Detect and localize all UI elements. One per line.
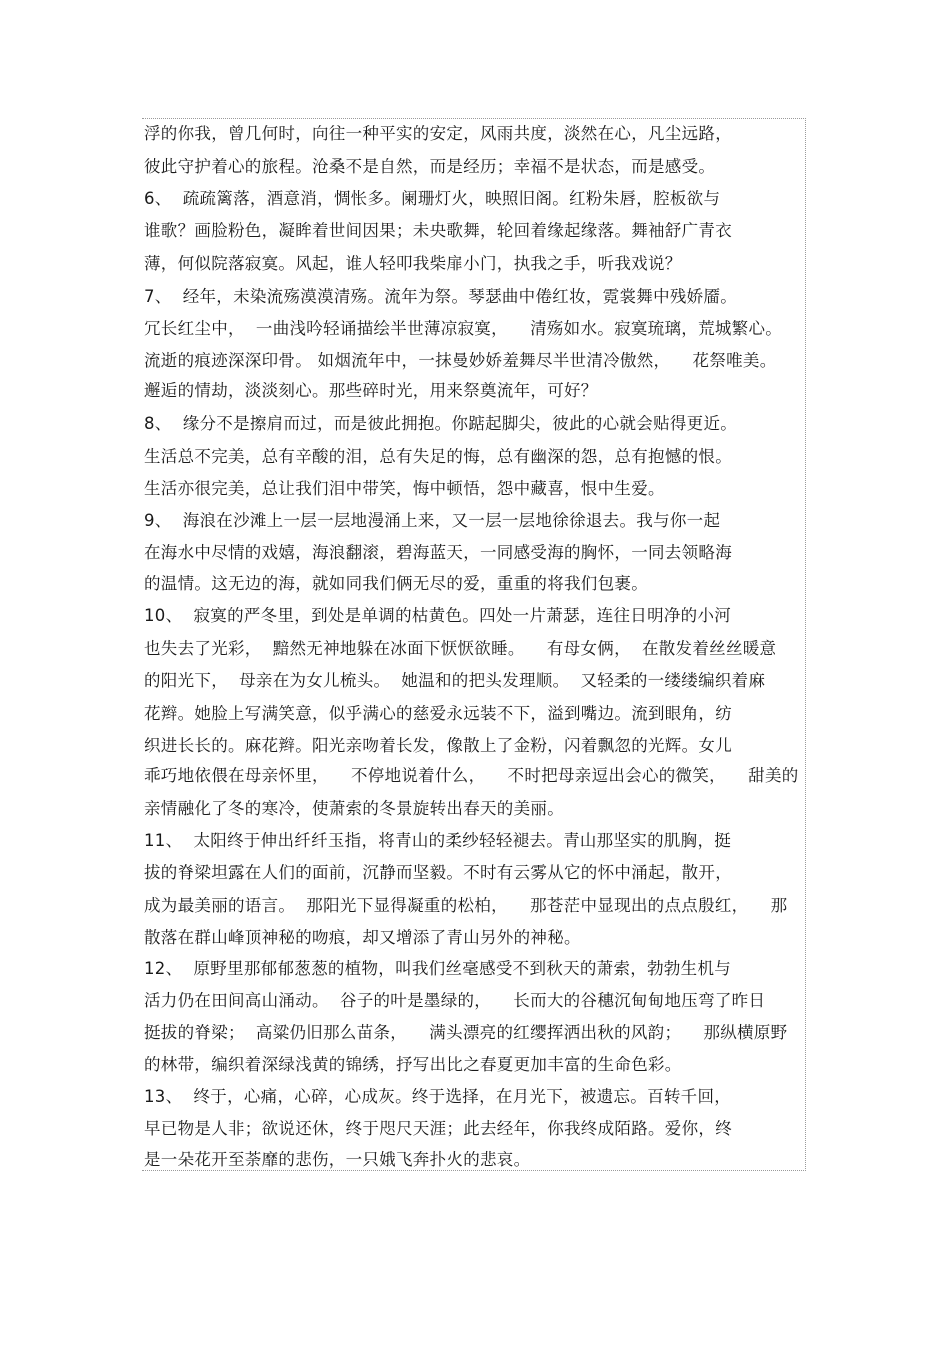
text-line: 生活亦很完美，总让我们泪中带笑，悔中顿悟，怨中藏喜，恨中生爱。 bbox=[144, 479, 665, 498]
text-line: 9、 海浪在沙滩上一层一层地漫涌上来，又一层一层地徐徐退去。我与你一起 bbox=[144, 511, 721, 530]
text-line: 也失去了光彩， 黯然无神地躲在冰面下恹恹欲睡。 有母女俩， 在散发着丝丝暖意 bbox=[144, 639, 777, 658]
text-line: 流逝的痕迹深深印骨。 如烟流年中，一抹曼妙娇羞舞尽半世清冷傲然， 花祭唯美。 bbox=[144, 351, 777, 370]
text-line: 7、 经年，未染流殇漠漠清殇。流年为祭。琴瑟曲中倦红妆，霓裳舞中残娇靥。 bbox=[144, 287, 738, 306]
text-line: 6、 疏疏篱落，酒意消，惆怅多。阑珊灯火，映照旧阁。红粉朱唇，腔板欲与 bbox=[144, 189, 721, 208]
text-line: 的林带，编织着深绿浅黄的锦绣，抒写出比之春夏更加丰富的生命色彩。 bbox=[144, 1055, 682, 1074]
text-line: 8、 缘分不是擦肩而过，而是彼此拥抱。你踮起脚尖，彼此的心就会贴得更近。 bbox=[144, 414, 738, 433]
text-line: 早已物是人非；欲说还休，终于咫尺天涯；此去经年，你我终成陌路。爱你，终 bbox=[144, 1119, 732, 1138]
text-line: 邂逅的情劫，淡淡刻心。那些碎时光，用来祭奠流年，可好？ bbox=[144, 381, 598, 400]
text-line: 冗长红尘中， 一曲浅吟轻诵描绘半世薄凉寂寞， 清殇如水。寂寞琉璃，荒城繁心。 bbox=[144, 319, 783, 338]
text-line: 生活总不完美，总有辛酸的泪，总有失足的悔，总有幽深的怨，总有抱憾的恨。 bbox=[144, 447, 732, 466]
text-line: 是一朵花开至荼靡的悲伤，一只娥飞奔扑火的悲哀。 bbox=[144, 1150, 531, 1169]
text-line: 活力仍在田间高山涌动。 谷子的叶是墨绿的， 长而大的谷穗沉甸甸地压弯了昨日 bbox=[144, 991, 766, 1010]
text-line: 的阳光下， 母亲在为女儿梳头。 她温和的把头发理顺。 又轻柔的一缕缕编织着麻 bbox=[144, 671, 766, 690]
text-line: 花辫。她脸上写满笑意，似乎满心的慈爱永远装不下，溢到嘴边。流到眼角，纺 bbox=[144, 704, 732, 723]
text-line: 浮的你我，曾几何时，向往一种平实的安定，风雨共度，淡然在心，凡尘远路， bbox=[144, 124, 732, 143]
text-line: 散落在群山峰顶神秘的吻痕，却又增添了青山另外的神秘。 bbox=[144, 928, 581, 947]
text-line: 挺拔的脊梁； 高粱仍旧那么苗条， 满头漂亮的红缨挥洒出秋的风韵； 那纵横原野 bbox=[144, 1023, 788, 1042]
text-line: 11、 太阳终于伸出纤纤玉指，将青山的柔纱轻轻褪去。青山那坚实的肌胸，挺 bbox=[144, 831, 732, 850]
text-line: 织进长长的。麻花辫。阳光亲吻着长发，像散上了金粉，闪着飘忽的光辉。女儿 bbox=[144, 736, 732, 755]
text-line: 薄，何似院落寂寞。风起，谁人轻叩我柴扉小门，执我之手，听我戏说？ bbox=[144, 254, 682, 273]
text-line: 13、 终于，心痛，心碎，心成灰。终于选择，在月光下，被遗忘。百转千回， bbox=[144, 1087, 732, 1106]
text-line: 的温情。这无边的海，就如同我们俩无尽的爱，重重的将我们包裹。 bbox=[144, 574, 648, 593]
text-line: 谁歌？画脸粉色，凝眸着世间因果；未央歌舞，轮回着缘起缘落。舞袖舒广青衣 bbox=[144, 221, 732, 240]
text-line: 乖巧地依偎在母亲怀里， 不停地说着什么， 不时把母亲逗出会心的微笑， 甜美的 bbox=[144, 766, 799, 785]
text-line: 拔的脊梁坦露在人们的面前，沉静而坚毅。不时有云雾从它的怀中涌起，散开， bbox=[144, 863, 732, 882]
text-line: 10、 寂寞的严冬里，到处是单调的枯黄色。四处一片萧瑟，连往日明净的小河 bbox=[144, 606, 732, 625]
text-line: 在海水中尽情的戏嬉，海浪翻滚，碧海蓝天，一同感受海的胸怀，一同去领略海 bbox=[144, 543, 732, 562]
text-line: 成为最美丽的语言。 那阳光下显得凝重的松柏， 那苍茫中显现出的点点殷红， 那 bbox=[144, 896, 788, 915]
text-line: 亲情融化了冬的寒冷，使萧索的冬景旋转出春天的美丽。 bbox=[144, 799, 564, 818]
text-line: 彼此守护着心的旅程。沧桑不是自然，而是经历；幸福不是状态，而是感受。 bbox=[144, 157, 716, 176]
text-line: 12、 原野里那郁郁葱葱的植物，叫我们丝毫感受不到秋天的萧索，勃勃生机与 bbox=[144, 959, 732, 978]
